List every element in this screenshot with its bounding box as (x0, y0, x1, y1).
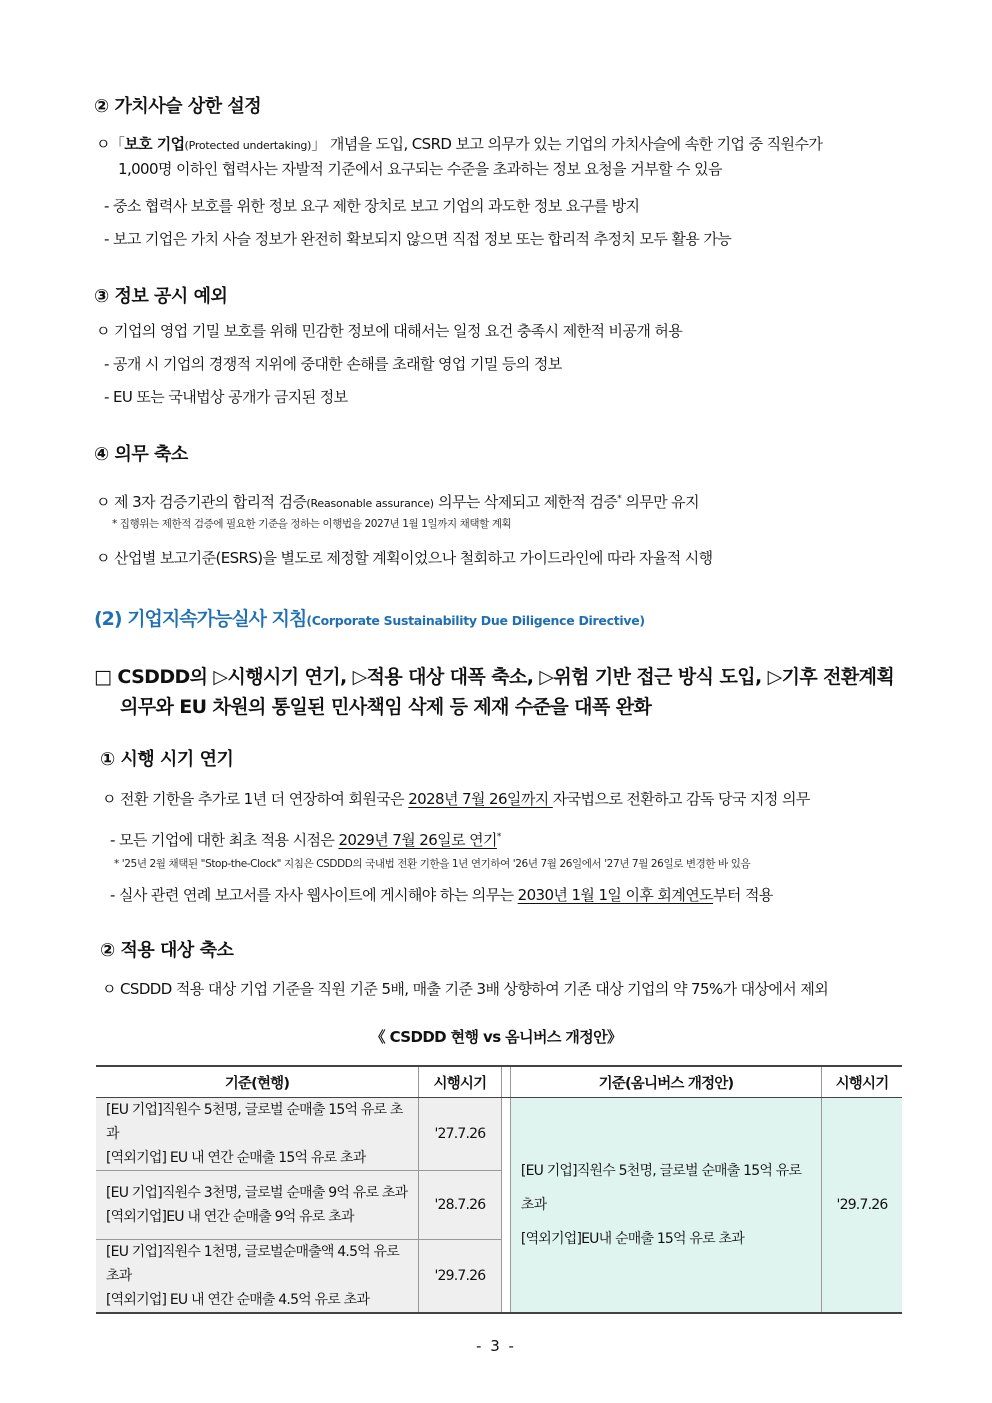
bullet-text: 자국법으로 전환하고 감독 당국 지정 의무 (552, 790, 810, 808)
summary-line: □ CSDDD의 ▷시행시기 연기, ▷적용 대상 대폭 축소, ▷위험 기반 접근 방식 도입, ▷기후 전환계획 (94, 666, 895, 688)
current-date-cell: '28.7.26 (418, 1171, 501, 1240)
table-header-row (96, 1066, 902, 1098)
bullet-text: 의무는 삭제되고 제한적 검증 (433, 493, 618, 511)
english-term: (Protected undertaking) (184, 139, 312, 152)
bullet-continuation: 1,000명 이하인 협력사는 자발적 기준에서 요구되는 수준을 초과하는 정보 요청을 거부할 수 있음 (118, 160, 722, 178)
current-date-cell: '27.7.26 (418, 1098, 501, 1171)
dash-item-first-application (110, 826, 501, 851)
header-omnibus-criteria: 기준(옴니버스 개정안) (510, 1066, 821, 1098)
section-title-csddd (94, 604, 645, 631)
header-omnibus-date: 시행시기 (822, 1066, 903, 1098)
criteria-line: [역외기업]EU내 순매출 15억 유로 초과 (520, 1231, 744, 1247)
bullet-text: ㅇ 전환 기한을 추가로 1년 더 연장하여 회원국은 (102, 790, 409, 808)
section-heading-value-chain: ② 가치사슬 상한 설정 (94, 96, 262, 117)
current-date-cell: '29.7.26 (418, 1240, 501, 1314)
dash-item: - 중소 협력사 보호를 위한 정보 요구 제한 장치로 보고 기업의 과도한 정보 요구를 방지 (104, 197, 640, 215)
underlined-date: 2029년 7월 26일로 연기 (338, 831, 497, 849)
page-number: - 3 - (476, 1337, 516, 1355)
dash-text: 부터 적용 (713, 886, 773, 904)
summary-line: 의무와 EU 차원의 통일된 민사책임 삭제 등 제재 수준을 대폭 완화 (120, 696, 652, 718)
dash-text: - 실사 관련 연례 보고서를 자사 웹사이트에 게시해야 하는 의무는 (110, 886, 518, 904)
criteria-line: [EU 기업]직원수 1천명, 글로벌순매출액 4.5억 유로 초과 (106, 1244, 399, 1284)
bullet-item: ㅇ CSDDD 적용 대상 기업 기준을 직원 기준 5배, 매출 기준 3배 상향하여 기존 대상 기업의 약 75%가 대상에서 제외 (102, 980, 829, 998)
dash-item: - 공개 시 기업의 경쟁적 지위에 중대한 손해를 초래할 영업 기밀 등의 정보 (104, 355, 562, 373)
header-current-criteria: 기준(현행) (96, 1066, 418, 1098)
criteria-line: [EU 기업]직원수 5천명, 글로벌 순매출 15억 유로 초과 (520, 1163, 802, 1213)
bullet-item: ㅇ 산업별 보고기준(ESRS)을 별도로 제정할 계획이었으나 철회하고 가이드라인에 따라 자율적 시행 (96, 549, 713, 567)
section-heading-reduce: ④ 의무 축소 (94, 444, 188, 465)
criteria-line: [역외기업]EU 내 연간 순매출 9억 유로 초과 (106, 1209, 354, 1225)
comparison-table (96, 1065, 902, 1314)
current-criteria-cell (96, 1098, 418, 1171)
current-criteria-cell (96, 1240, 418, 1314)
footnote-marker: * (496, 832, 501, 842)
footnote: * '25년 2월 채택된 "Stop-the-Clock" 지침은 CSDDD의 국내법 전환 기한을 1년 연기하여 '26년 7월 26일에서 '27년 7월 26일로 변경한 바 있음 (114, 858, 751, 870)
footnote-marker: * (617, 494, 622, 504)
bullet-transposition (102, 788, 810, 810)
criteria-line: [EU 기업]직원수 5천명, 글로벌 순매출 15억 유로 초과 (106, 1102, 403, 1142)
column-divider (501, 1066, 510, 1098)
bullet-assurance (96, 488, 699, 515)
table-caption: 《 CSDDD 현행 vs 옴니버스 개정안》 (370, 1028, 622, 1046)
english-term: (Reasonable assurance) (306, 497, 434, 510)
section-title: (2) 기업지속가능실사 지침 (94, 608, 307, 630)
section-subtitle: (Corporate Sustainability Due Diligence Directive) (306, 613, 645, 628)
omnibus-criteria-cell (510, 1098, 821, 1314)
bullet-text: ㅇ 제 3자 검증기관의 합리적 검증 (96, 493, 307, 511)
bullet-text: 의무만 유지 (621, 493, 699, 511)
bullet-text: 」 개념을 도입, CSRD 보고 의무가 있는 기업의 가치사슬에 속한 기업 중 직원수가 (311, 135, 823, 153)
criteria-line: [역외기업] EU 내 연간 순매출 4.5억 유로 초과 (106, 1292, 370, 1308)
section-heading-disclosure: ③ 정보 공시 예외 (94, 286, 228, 307)
dash-item: - EU 또는 국내법상 공개가 금지된 정보 (104, 388, 348, 406)
footnote: * 집행위는 제한적 검증에 필요한 기준을 정하는 이행법을 2027년 1월 1일까지 채택할 계획 (112, 518, 512, 530)
section-heading-delay: ① 시행 시기 연기 (100, 749, 234, 770)
dash-item-annual-report (110, 884, 773, 906)
column-divider (501, 1098, 510, 1314)
table-row (96, 1098, 902, 1171)
header-current-date: 시행시기 (418, 1066, 501, 1098)
current-criteria-cell (96, 1171, 418, 1240)
criteria-line: [EU 기업]직원수 3천명, 글로벌 순매출 9억 유로 초과 (106, 1185, 408, 1201)
underlined-date: 2028년 7월 26일까지 (408, 790, 553, 808)
criteria-line: [역외기업] EU 내 연간 순매출 15억 유로 초과 (106, 1150, 366, 1166)
underlined-date: 2030년 1월 1일 이후 회계연도 (517, 886, 713, 904)
bullet-prefix: ㅇ「 (96, 135, 125, 153)
dash-text: - 모든 기업에 대한 최초 적용 시점은 (110, 831, 339, 849)
bullet-protected-undertaking (96, 133, 822, 157)
bold-term: 보호 기업 (124, 135, 185, 153)
omnibus-date-cell: '29.7.26 (822, 1098, 903, 1314)
section-heading-scope: ② 적용 대상 축소 (100, 940, 234, 961)
dash-item: - 보고 기업은 가치 사슬 정보가 완전히 확보되지 않으면 직접 정보 또는 합리적 추정치 모두 활용 가능 (104, 230, 732, 248)
bullet-item: ㅇ 기업의 영업 기밀 보호를 위해 민감한 정보에 대해서는 일정 요건 충족시 제한적 비공개 허용 (96, 322, 683, 340)
